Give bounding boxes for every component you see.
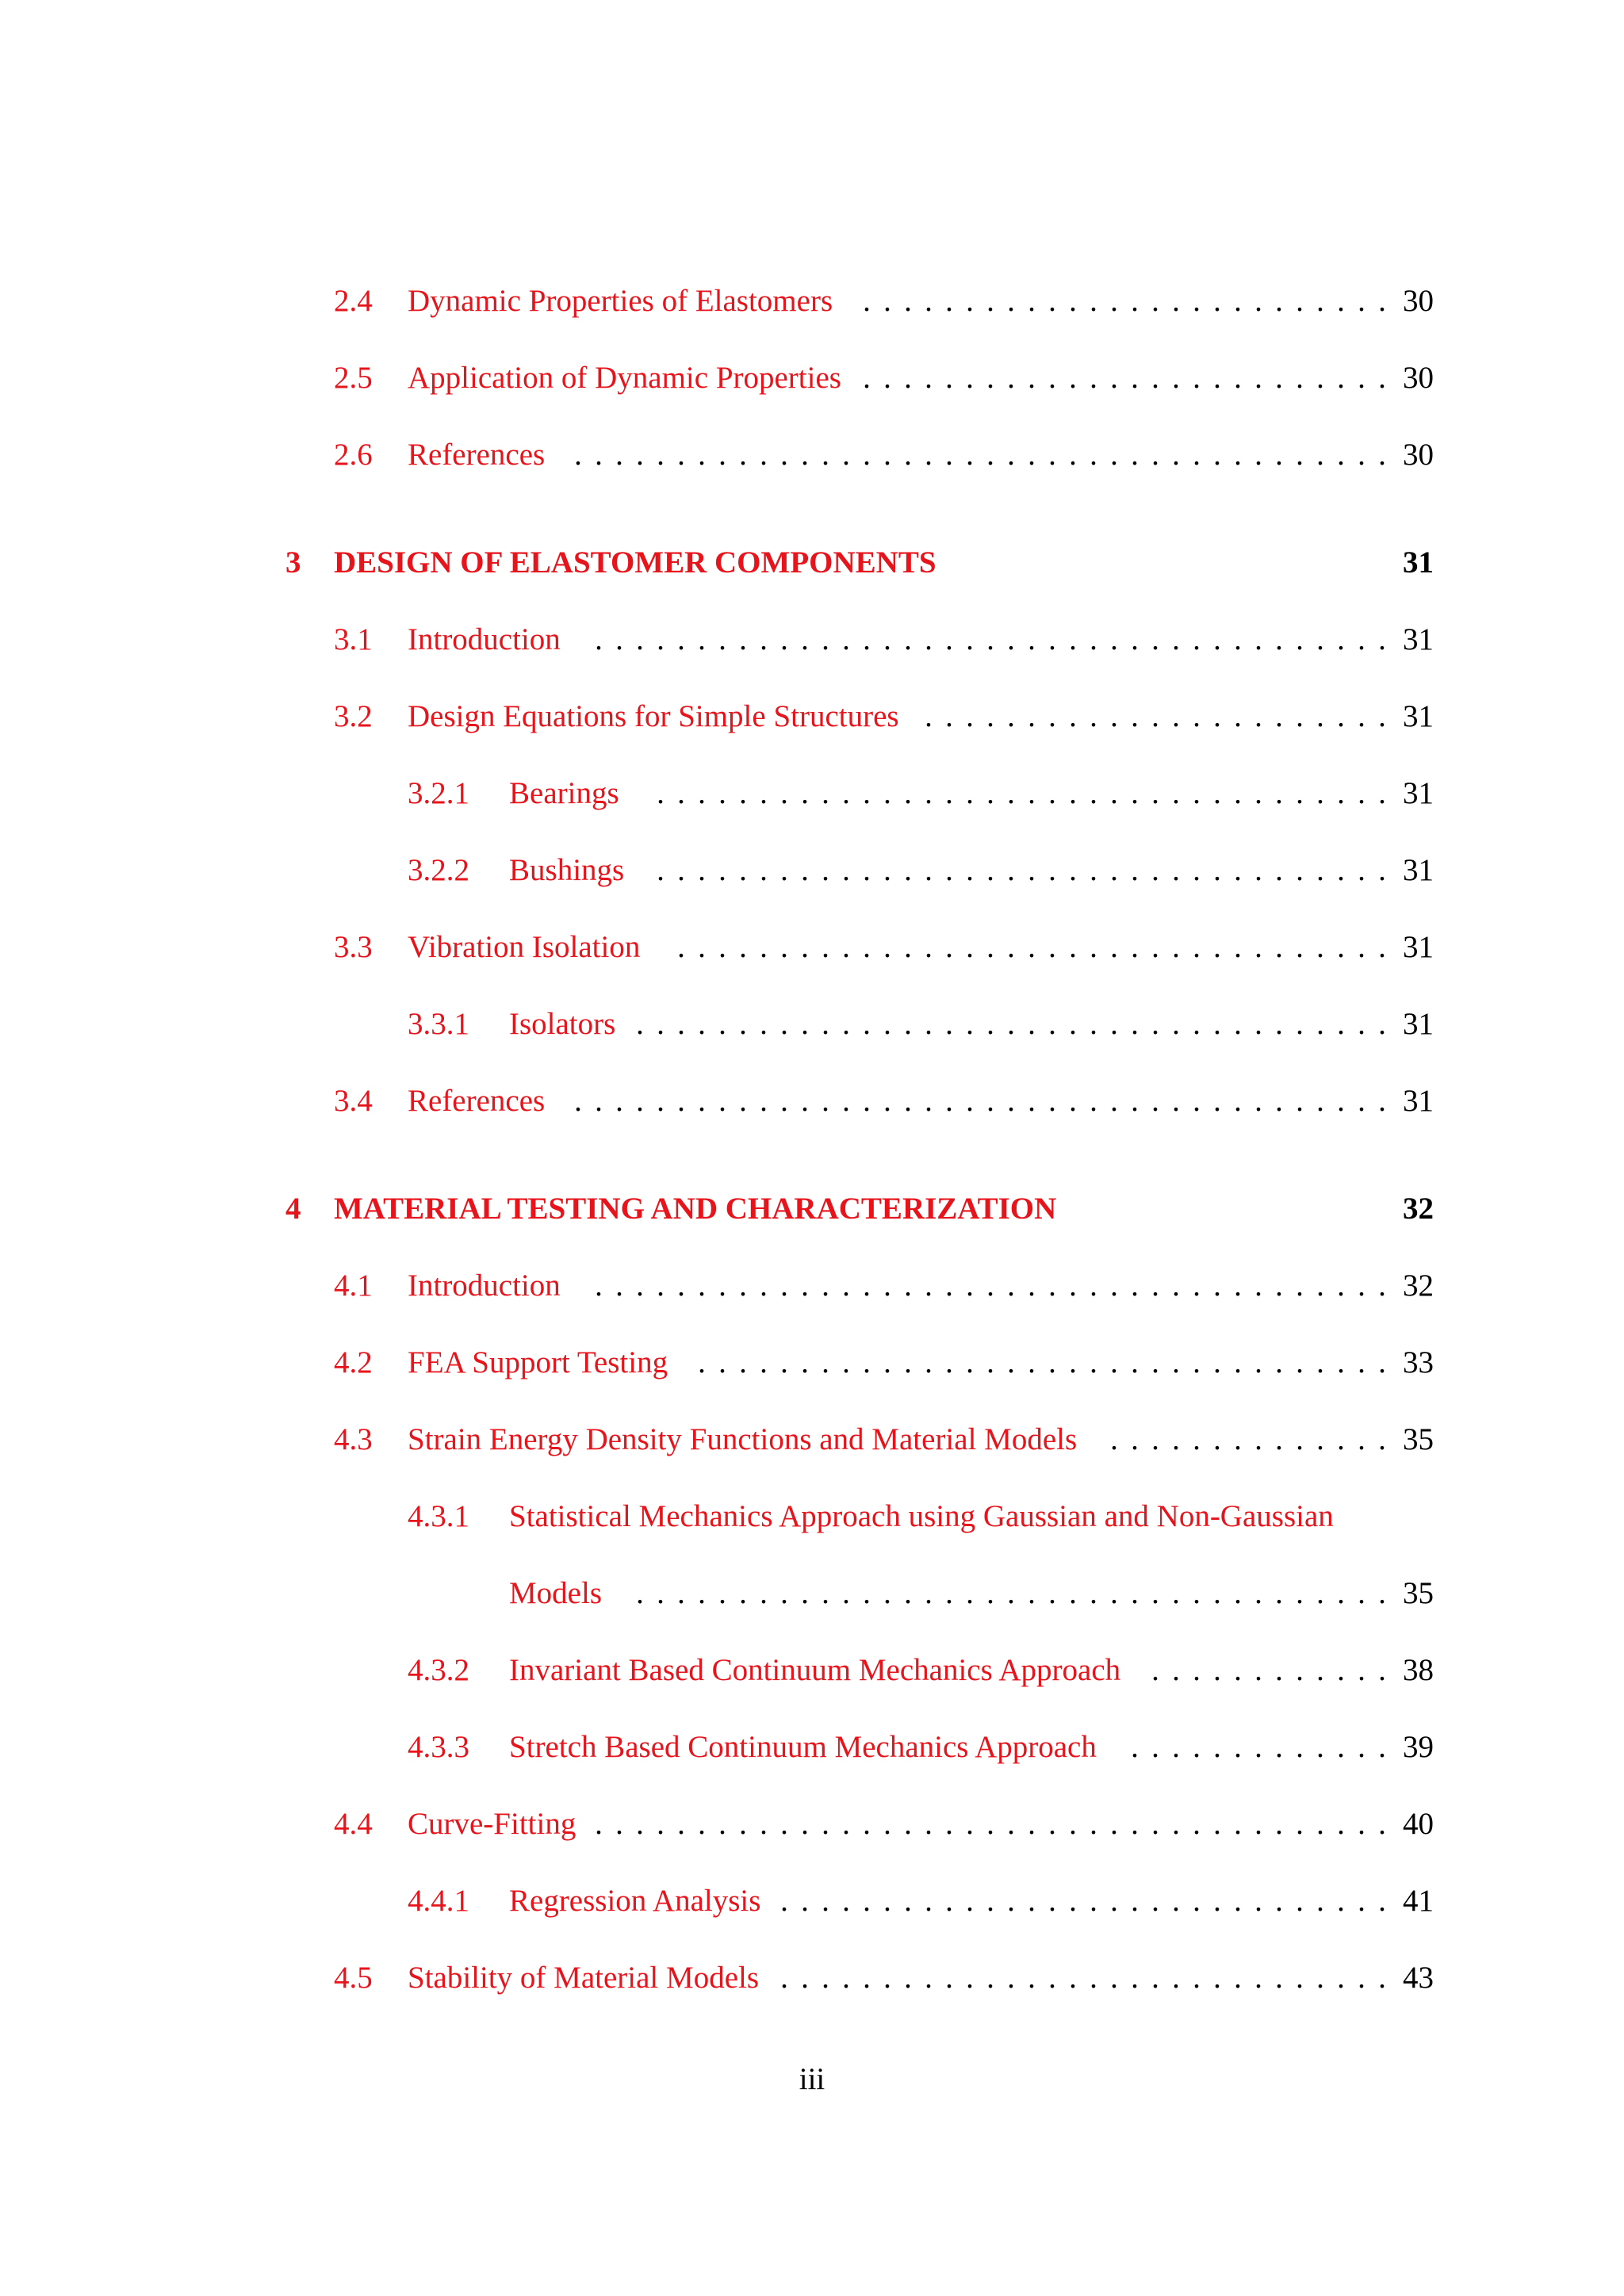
toc-entry-page: 40 [1403, 1807, 1434, 1841]
dot-leader: . . . . . . . . . . . . . . . . . . . . . . . . . . . . . . . . . . [698, 1345, 1386, 1380]
toc-entry[interactable] [0, 616, 1624, 664]
toc-entry-number[interactable]: 4.5 [334, 1961, 373, 1995]
toc-entry-page: 31 [1403, 699, 1434, 733]
toc-entry-title[interactable]: Introduction [408, 1269, 561, 1303]
toc-entry-number[interactable]: 4.3 [334, 1422, 373, 1456]
toc-chapter-entry[interactable] [0, 539, 1624, 587]
toc-entry[interactable] [0, 1954, 1624, 2002]
toc-entry-number[interactable]: 2.4 [334, 284, 373, 318]
dot-leader: . . . . . . . . . . . . . . . . . . . . . . . . . . . . . . [780, 1884, 1386, 1918]
toc-entry-number[interactable]: 4.4 [334, 1807, 373, 1841]
toc-entry-title[interactable]: DESIGN OF ELASTOMER COMPONENTS [334, 545, 936, 580]
dot-leader: . . . . . . . . . . . . . . . . . . . . . . . . . . . . . . [780, 1961, 1386, 1995]
dot-leader: . . . . . . . . . . . . . . . . . . . . . . . . . . . . . . . . . . . . . . . [595, 622, 1386, 656]
toc-entry-page: 31 [1403, 545, 1434, 580]
toc-entry-title[interactable]: Introduction [408, 622, 561, 656]
toc-entry[interactable] [0, 1339, 1624, 1387]
toc-entry-title[interactable]: References [408, 1084, 546, 1118]
dot-leader: . . . . . . . . . . . . . . . . . . . . . . . . . . . . . . . . . . . . [657, 776, 1386, 810]
toc-entry-page: 32 [1403, 1269, 1434, 1303]
toc-entry[interactable] [0, 431, 1624, 479]
toc-entry[interactable] [0, 277, 1624, 325]
dot-leader: . . . . . . . . . . . . . . . . . . . . . . . . . . . . . . . . . . . . . . . . [574, 438, 1386, 472]
toc-entry-number[interactable]: 4.3.1 [408, 1499, 469, 1533]
toc-entry-number[interactable]: 3.1 [334, 622, 373, 656]
toc-entry-page: 35 [1403, 1576, 1434, 1610]
toc-entry[interactable] [0, 1493, 1624, 1540]
toc-entry-page: 33 [1403, 1345, 1434, 1380]
toc-entry-number[interactable]: 3.2.1 [408, 776, 469, 810]
toc-entry-page: 39 [1403, 1730, 1434, 1764]
dot-leader: . . . . . . . . . . . . . . [1110, 1422, 1386, 1456]
toc-entry-number[interactable]: 3.3.1 [408, 1007, 469, 1041]
toc-entry-title[interactable]: Statistical Mechanics Approach using Gaussian and Non-Gaussian [509, 1499, 1334, 1533]
toc-entry-title[interactable]: Stretch Based Continuum Mechanics Approach [509, 1730, 1097, 1764]
toc-entry-page: 31 [1403, 622, 1434, 656]
page-number-footer: iii [799, 2062, 825, 2096]
toc-entry-number[interactable]: 4.4.1 [408, 1884, 469, 1918]
toc-entry-title[interactable]: Regression Analysis [509, 1884, 761, 1918]
toc-entry-page: 31 [1403, 930, 1434, 964]
toc-entry[interactable] [0, 1077, 1624, 1125]
toc-entry-page: 31 [1403, 853, 1434, 887]
toc-entry[interactable] [0, 1262, 1624, 1310]
toc-entry-number[interactable]: 3.4 [334, 1084, 373, 1118]
toc-chapter-entry[interactable] [0, 1185, 1624, 1233]
toc-entry-title[interactable]: Invariant Based Continuum Mechanics Approach [509, 1653, 1121, 1687]
toc-entry-number[interactable]: 2.6 [334, 438, 373, 472]
toc-entry-page: 31 [1403, 1007, 1434, 1041]
toc-entry-number[interactable]: 4.3.3 [408, 1730, 469, 1764]
toc-entry-title[interactable]: Models [509, 1576, 602, 1610]
toc-entry-page: 30 [1403, 284, 1434, 318]
toc-entry-title[interactable]: Bearings [509, 776, 619, 810]
toc-entry[interactable] [0, 354, 1624, 402]
dot-leader: . . . . . . . . . . . . . . . . . . . . . . . . . . . . . . . . . . . . . . . [595, 1807, 1386, 1841]
toc-entry-title[interactable]: MATERIAL TESTING AND CHARACTERIZATION [334, 1192, 1057, 1226]
toc-entry-number[interactable]: 3 [285, 545, 301, 580]
dot-leader: . . . . . . . . . . . . . . . . . . . . . . . [925, 699, 1386, 733]
toc-entry-page: 38 [1403, 1653, 1434, 1687]
toc-entry[interactable] [0, 770, 1624, 817]
dot-leader: . . . . . . . . . . . . . . . . . . . . . . . . . . . . . . . . . . . . . [636, 1576, 1386, 1610]
toc-entry-title[interactable]: Application of Dynamic Properties [408, 361, 841, 395]
toc-entry-page: 32 [1403, 1192, 1434, 1226]
dot-leader: . . . . . . . . . . . . . . . . . . . . . . . . . . . . . . . . . . . . . [636, 1007, 1386, 1041]
toc-entry-title[interactable]: Vibration Isolation [408, 930, 641, 964]
dot-leader: . . . . . . . . . . . . . . . . . . . . . . . . . . . . . . . . . . . [677, 930, 1386, 964]
toc-entry[interactable] [0, 1724, 1624, 1771]
toc-entry-number[interactable]: 2.5 [334, 361, 373, 395]
toc-entry[interactable] [0, 847, 1624, 894]
toc-entry-page: 43 [1403, 1961, 1434, 1995]
toc-entry-page: 41 [1403, 1884, 1434, 1918]
toc-entry-title[interactable]: FEA Support Testing [408, 1345, 668, 1380]
toc-entry[interactable] [0, 1416, 1624, 1464]
dot-leader: . . . . . . . . . . . . . . . . . . . . . . . . . . . . . . . . . . . . . . . [595, 1269, 1386, 1303]
toc-entry-title[interactable]: Isolators [509, 1007, 616, 1041]
toc-entry[interactable] [0, 1877, 1624, 1925]
toc-entry-number[interactable]: 4.3.2 [408, 1653, 469, 1687]
dot-leader: . . . . . . . . . . . . . . . . . . . . . . . . . . [863, 361, 1386, 395]
dot-leader: . . . . . . . . . . . . . . . . . . . . . . . . . . [863, 284, 1386, 318]
toc-entry-number[interactable]: 4.2 [334, 1345, 373, 1380]
toc-entry-number[interactable]: 4 [285, 1192, 301, 1226]
toc-entry-title[interactable]: Dynamic Properties of Elastomers [408, 284, 833, 318]
toc-entry[interactable] [0, 693, 1624, 740]
toc-entry-page: 35 [1403, 1422, 1434, 1456]
dot-leader: . . . . . . . . . . . . . . . . . . . . . . . . . . . . . . . . . . . . [657, 853, 1386, 887]
toc-entry-title[interactable]: Strain Energy Density Functions and Material Models [408, 1422, 1078, 1456]
toc-entry-number[interactable]: 3.3 [334, 930, 373, 964]
toc-entry[interactable] [0, 1570, 1624, 1617]
dot-leader: . . . . . . . . . . . . . [1131, 1730, 1386, 1764]
toc-entry-title[interactable]: Design Equations for Simple Structures [408, 699, 899, 733]
toc-entry-title[interactable]: Bushings [509, 853, 625, 887]
dot-leader: . . . . . . . . . . . . . . . . . . . . . . . . . . . . . . . . . . . . . . . . [574, 1084, 1386, 1118]
toc-entry-title[interactable]: References [408, 438, 546, 472]
toc-entry-number[interactable]: 4.1 [334, 1269, 373, 1303]
toc-entry-title[interactable]: Stability of Material Models [408, 1961, 760, 1995]
toc-entry[interactable] [0, 924, 1624, 971]
toc-entry[interactable] [0, 1800, 1624, 1848]
toc-entry[interactable] [0, 1647, 1624, 1694]
toc-entry-title[interactable]: Curve-Fitting [408, 1807, 576, 1841]
toc-entry[interactable] [0, 1001, 1624, 1048]
toc-entry-page: 31 [1403, 776, 1434, 810]
toc-entry-page: 30 [1403, 361, 1434, 395]
toc-entry-number[interactable]: 3.2 [334, 699, 373, 733]
toc-entry-page: 30 [1403, 438, 1434, 472]
toc-entry-page: 31 [1403, 1084, 1434, 1118]
toc-entry-number[interactable]: 3.2.2 [408, 853, 469, 887]
dot-leader: . . . . . . . . . . . . [1151, 1653, 1386, 1687]
